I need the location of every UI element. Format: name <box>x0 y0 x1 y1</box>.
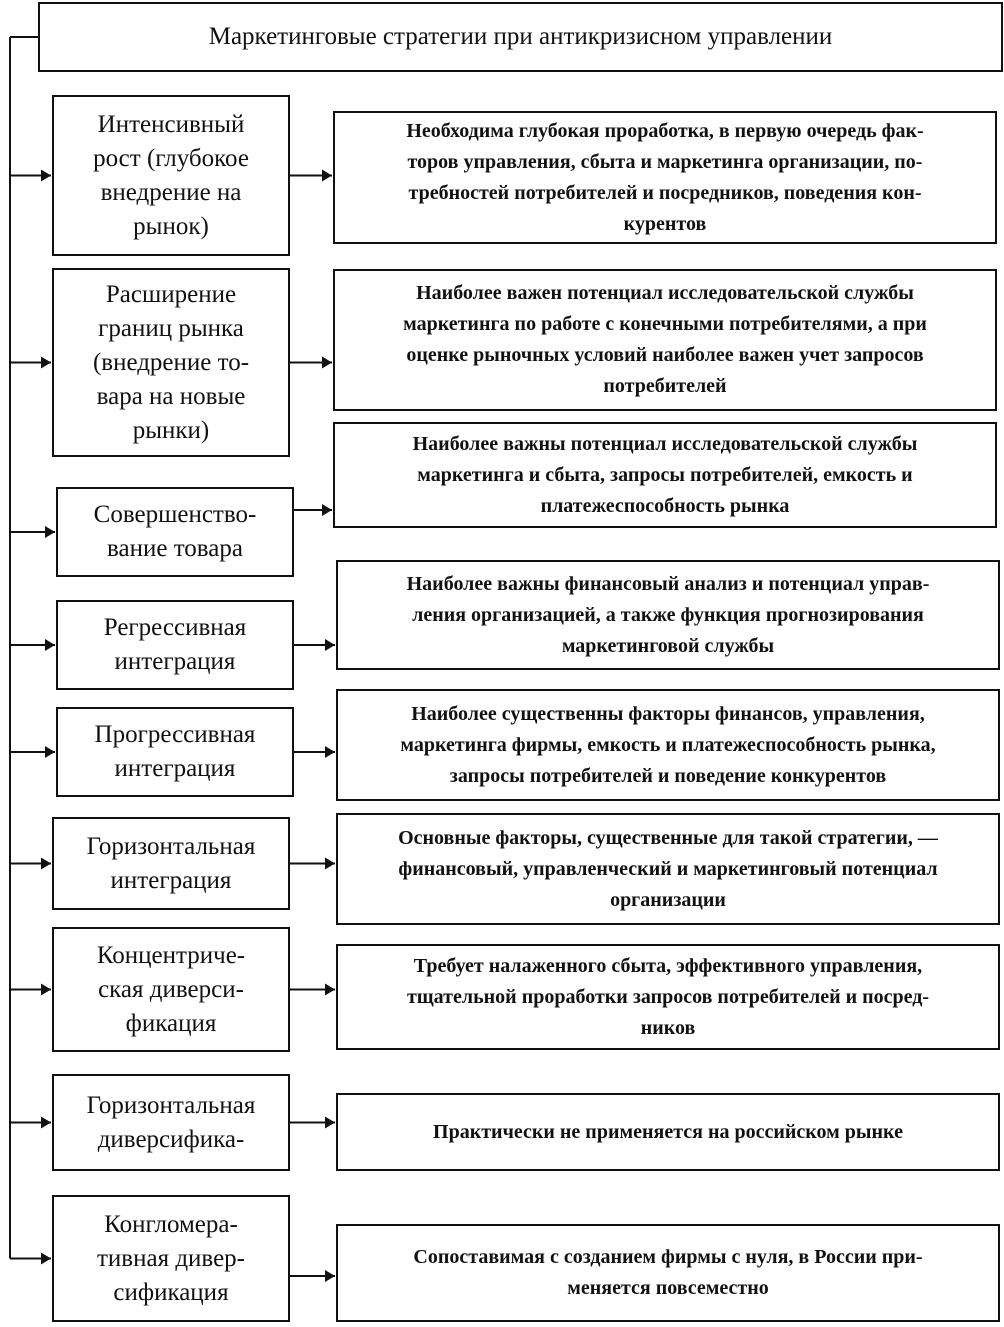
strategy-box-concentric-diversification: Концентриче- ская диверси- фикация <box>52 927 290 1052</box>
arrow-head-icon <box>41 858 51 870</box>
description-box-forward-integration: Наиболее существенны факторы финансов, управления, маркетинга фирмы, емкость и платежеспособность рынка, запросы потребителей и поведение конкурентов <box>336 689 1000 801</box>
arrow-head-icon <box>325 1270 335 1282</box>
arrow-head-icon <box>45 746 55 758</box>
arrow-head-icon <box>325 858 335 870</box>
arrow-head-icon <box>322 504 332 516</box>
description-box-product-improvement: Наиболее важны потенциал исследовательской службы маркетинга и сбыта, запросы потребителей, емкость и платежеспособность рынка <box>333 422 997 528</box>
arrow-head-icon <box>41 984 51 996</box>
arrow-head-icon <box>41 170 51 182</box>
strategy-box-product-improvement: Совершенство- вание товара <box>56 487 294 577</box>
description-box-horizontal-diversification: Практически не применяется на российском рынке <box>336 1093 1000 1171</box>
arrow-head-icon <box>322 357 332 369</box>
strategy-box-horizontal-diversification: Горизонтальная диверсифика- <box>52 1074 290 1171</box>
strategy-box-market-expansion: Расширение границ рынка (внедрение то- вара на новые рынки) <box>52 268 290 457</box>
description-box-concentric-diversification: Требует налаженного сбыта, эффективного управления, тщательной проработки запросов потребителей и посред- ников <box>336 944 1000 1050</box>
arrow-head-icon <box>41 357 51 369</box>
description-box-intensive-growth: Необходима глубокая проработка, в первую очередь фак- торов управления, сбыта и маркетинга организации, по- требностей потребителей и посредников, поведения кон- курентов <box>333 111 997 244</box>
arrow-head-icon <box>325 984 335 996</box>
arrow-head-icon <box>325 1117 335 1129</box>
arrow-head-icon <box>41 1253 51 1265</box>
arrow-head-icon <box>41 1117 51 1129</box>
arrow-head-icon <box>325 746 335 758</box>
strategy-box-horizontal-integration: Горизонтальная интеграция <box>52 817 290 910</box>
arrow-head-icon <box>45 639 55 651</box>
arrow-head-icon <box>322 170 332 182</box>
strategy-box-intensive-growth: Интенсивный рост (глубокое внедрение на рынок) <box>52 95 290 256</box>
description-box-market-expansion: Наиболее важен потенциал исследовательской службы маркетинга по работе с конечными потребителями, а при оценке рыночных условий наиболее важен учет запросов потребителей <box>333 269 997 411</box>
strategy-box-forward-integration: Прогрессивная интеграция <box>56 707 294 797</box>
description-box-horizontal-integration: Основные факторы, существенные для такой стратегии, — финансовый, управленческий и маркетинговый потенциал организации <box>336 813 1000 925</box>
diagram-title: Маркетинговые стратегии при антикризисном управлении <box>38 2 1003 72</box>
description-box-backward-integration: Наиболее важны финансовый анализ и потенциал управ- ления организацией, а также функция прогнозирования маркетинговой службы <box>336 560 1000 670</box>
strategy-box-conglomerate-diversification: Конгломера- тивная дивер- сификация <box>52 1195 290 1322</box>
arrow-head-icon <box>325 639 335 651</box>
description-box-conglomerate-diversification: Сопоставимая с созданием фирмы с нуля, в России при- меняется повсеместно <box>336 1224 1000 1322</box>
strategy-box-backward-integration: Регрессивная интеграция <box>56 600 294 690</box>
arrow-head-icon <box>45 526 55 538</box>
